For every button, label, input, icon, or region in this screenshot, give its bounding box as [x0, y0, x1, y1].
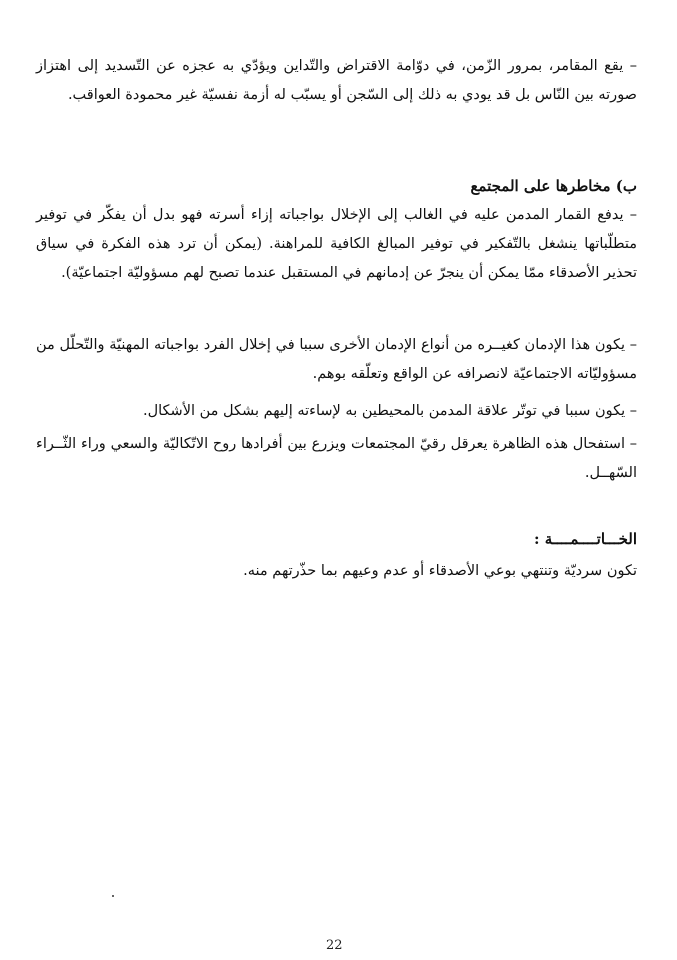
paragraph-relationships: – يكون سببا في توتّر علاقة المدمن بالمحيطين به لإساءته إليهم بشكل من الأشكال. [142, 403, 637, 419]
stray-mark [112, 895, 114, 897]
paragraph-conclusion: تكون سرديّة وتنتهي بوعي الأصدقاء أو عدم وعيهم بما حذّرتهم منه. [243, 563, 637, 579]
heading-conclusion: الخـــاتــــمــــة : [534, 530, 637, 548]
paragraph-professional-duties: – يكون هذا الإدمان كغيــره من أنواع الإدمان الأخرى سببا في إخلال الفرد بواجباته المهنيّة والتّحلّل من مسؤوليّاته الاجتماعيّة لانصرافه عن الواقع وتعلّقه بوهم. [36, 337, 637, 382]
paragraph-society-progress: – استفحال هذه الظاهرة يعرقل رقيّ المجتمعات ويزرع بين أفرادها روح الاتّكاليّة والسعي وراء الثّــراء السّهــل. [36, 436, 637, 481]
paragraph-family-duties: – يدفع القمار المدمن عليه في الغالب إلى الإخلال بواجباته إزاء أسرته فهو بدل أن يفكّر في توفير متطلّباتها ينشغل بالتّفكير في توفير المبالغ الكافية للمراهنة. (يمكن أن ترد هذه الفكرة في سياق تحذير الأصدقاء ممّا يمكن أن ينجرّ عن إدمانهم في المستقبل عندما تصبح لهم مسؤوليّة اجتماعيّة). [36, 207, 637, 281]
heading-society-risks: ب) مخاطرها على المجتمع [470, 177, 637, 195]
page-number: 22 [326, 938, 343, 953]
paragraph-gambler-debt: – يقع المقامر، بمرور الزّمن، في دوّامة الاقتراض والتّداين ويؤدّي به عجزه عن التّسديد إلى اهتزاز صورته بين النّاس بل قد يودي به ذلك إلى السّجن أو يسبّب له أزمة نفسيّة غير محمودة العواقب. [36, 58, 637, 103]
